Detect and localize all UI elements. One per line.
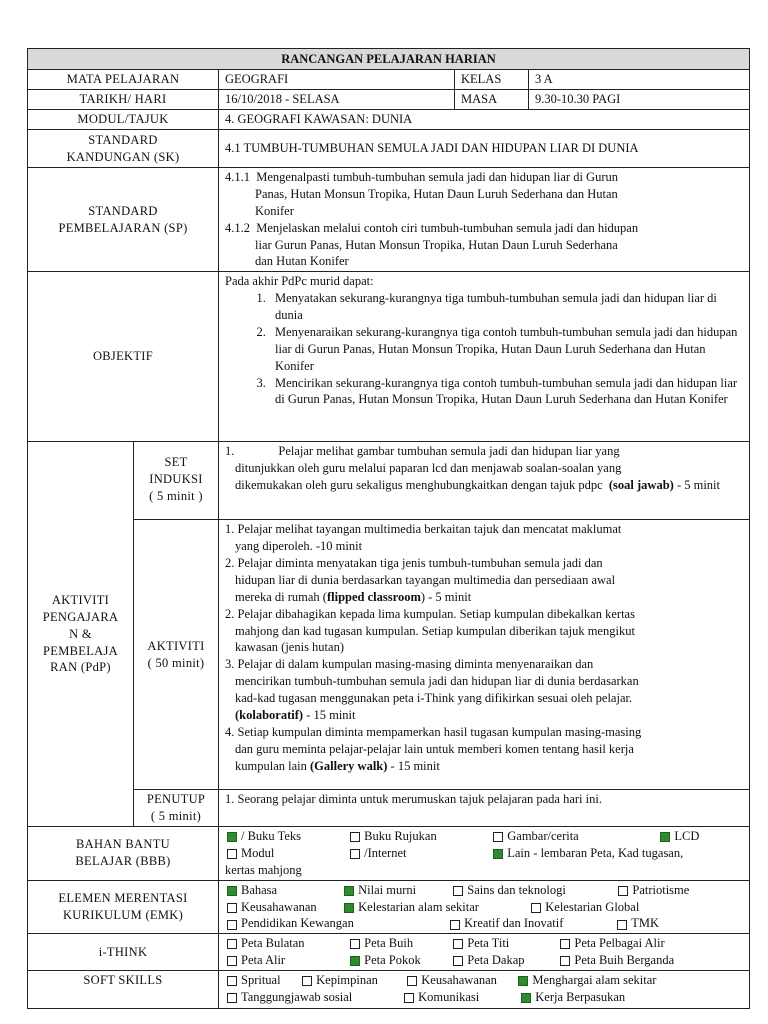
checkbox-keusahawanan-soft[interactable]: Keusahawanan — [405, 972, 509, 989]
tarikh-value: 16/10/2018 - SELASA — [219, 90, 455, 110]
sk-value: 4.1 TUMBUH-TUMBUHAN SEMULA JADI DAN HIDUPAN LIAR DI DUNIA — [219, 130, 750, 168]
checkbox-peta-bulatan[interactable]: Peta Bulatan — [225, 935, 331, 952]
kelas-value: 3 A — [529, 70, 750, 90]
checkbox-tanggungjawab[interactable]: Tanggungjawab sosial — [225, 989, 385, 1006]
checkbox-buku-teks[interactable]: / Buku Teks — [225, 828, 331, 845]
objektif-content: Pada akhir PdPc murid dapat: 1. Menyatakan sekurang-kurangnya tiga tumbuh-tumbuhan semula jadi dan hidupan liar di dunia 2. Menyenaraikan sekurang-kurangnya tiga contoh tumbuh-tumbuhan semula jadi dan hidupan liar di Gurun Panas, Hutan Monsun Tropika, Hutan Daun Luruh Sederhana dan Hutan Konifer 3. Mencirikan sekurang-kurangnya tiga contoh tumbuh-tumbuhan semula jadi dan hidupan liar di Gurun Panas, Hutan Monsun Tropika, Hutan Daun Luruh Sederhana dan Hutan Konifer — [219, 272, 750, 442]
checkbox-nilai-murni[interactable]: Nilai murni — [342, 882, 434, 899]
checkbox-tmk[interactable]: TMK — [615, 915, 659, 932]
checkbox-kepimpinan[interactable]: Kepimpinan — [300, 972, 398, 989]
aktiviti-sub-label: AKTIVITI ( 50 minit) — [134, 520, 219, 790]
objektif-label: OBJEKTIF — [28, 272, 219, 442]
checkbox-kelestarian-global[interactable]: Kelestarian Global — [529, 899, 639, 916]
bbb-options: / Buku Teks Buku Rujukan Gambar/cerita LCD Modul /Internet Lain - lembaran Peta, Kad tugasan, kertas mahjong — [219, 827, 750, 881]
mata-pelajaran-value: GEOGRAFI — [219, 70, 455, 90]
emk-options — [219, 880, 750, 934]
soft-skills-label: SOFT SKILLS — [28, 971, 219, 1009]
checkbox-peta-alir[interactable]: Peta Alir — [225, 952, 331, 969]
sp-label: STANDARD PEMBELAJARAN (SP) — [28, 168, 219, 272]
sp-item: 4.1.1 Mengenalpasti tumbuh-tumbuhan semula jadi dan hidupan liar di Gurun — [225, 170, 618, 184]
checkbox-patriotisme[interactable]: Patriotisme — [616, 882, 689, 899]
checkbox-buku-rujukan[interactable]: Buku Rujukan — [348, 828, 474, 845]
emk-label: ELEMEN MERENTASI KURIKULUM (EMK) — [28, 880, 219, 934]
checkbox-peta-dakap[interactable]: Peta Dakap — [451, 952, 541, 969]
page-title: RANCANGAN PELAJARAN HARIAN — [28, 49, 750, 70]
mata-pelajaran-label: MATA PELAJARAN — [28, 70, 219, 90]
sp-item: 4.1.2 Menjelaskan melalui contoh ciri tumbuh-tumbuhan semula jadi dan hidupan — [225, 220, 639, 235]
checkbox-bahasa[interactable]: Bahasa — [225, 882, 325, 899]
modul-value: 4. GEOGRAFI KAWASAN: DUNIA — [219, 110, 750, 130]
modul-label: MODUL/TAJUK — [28, 110, 219, 130]
lesson-plan-table — [27, 48, 750, 1009]
ithink-label: i-THINK — [28, 934, 219, 971]
bbb-label: BAHAN BANTU BELAJAR (BBB) — [28, 827, 219, 881]
checkbox-keusahawanan[interactable]: Keusahawanan — [225, 899, 325, 916]
checkbox-kerja-berpasukan[interactable]: Kerja Berpasukan — [519, 989, 625, 1006]
tarikh-label: TARIKH/ HARI — [28, 90, 219, 110]
checkbox-lain[interactable]: Lain - lembaran Peta, Kad tugasan, — [491, 845, 683, 862]
list-item: 2. Menyenaraikan sekurang-kurangnya tiga contoh tumbuh-tumbuhan semula jadi dan hidupan liar di Gurun Panas, Hutan Monsun Tropika, Hutan Daun Luruh Sederhana dan Hutan Konifer — [269, 324, 743, 375]
set-induksi-label: SET INDUKSI ( 5 minit ) — [134, 442, 219, 520]
checkbox-kewangan[interactable]: Pendidikan Kewangan — [225, 915, 431, 932]
ithink-options — [219, 934, 750, 971]
checkbox-peta-titi[interactable]: Peta Titi — [451, 935, 541, 952]
penutup-label: PENUTUP ( 5 minit) — [134, 790, 219, 827]
checkbox-kelestarian-alam[interactable]: Kelestarian alam sekitar — [342, 899, 512, 916]
checkbox-sains[interactable]: Sains dan teknologi — [451, 882, 599, 899]
list-item: 3. Mencirikan sekurang-kurangnya tiga contoh tumbuh-tumbuhan semula jadi dan hidupan liar di Gurun Panas, Hutan Monsun Tropika, Hutan Daun Luruh Sederhana dan Hutan Konifer — [269, 375, 743, 409]
checkbox-spritual[interactable]: Spritual — [225, 972, 291, 989]
checkbox-peta-buih-berganda[interactable]: Peta Buih Berganda — [558, 952, 674, 969]
kelas-label: KELAS — [455, 70, 529, 90]
checkbox-internet[interactable]: /Internet — [348, 845, 474, 862]
checkbox-peta-buih[interactable]: Peta Buih — [348, 935, 434, 952]
aktiviti-content: 1. Pelajar melihat tayangan multimedia berkaitan tajuk dan mencatat maklumat yang diperoleh. -10 minit 2. Pelajar diminta menyatakan tiga jenis tumbuh-tumbuhan semula jadi dan hidupan liar di dunia berdasarkan tayangan multimedia dan persediaan awal mereka di rumah (flipped classroom) - 5 minit 2. Pelajar dibahagikan kepada lima kumpulan. Setiap kumpulan dibekalkan kertas mahjong dan kad tugasan kumpulan. Setiap kumpulan diberikan tajuk mengikut kawasan (jenis hutan) 3. Pelajar di dalam kumpulan masing-masing diminta menyenaraikan dan mencirikan tumbuh-tumbuhan semula jadi dan hidupan liar di dunia berdasarkan kad-kad tugasan menggunakan peta i-Think yang difikirkan sesuai oleh pelajar. (kolaboratif) - 15 minit 4. Setiap kumpulan diminta mempamerkan hasil tugasan kumpulan masing-masing dan guru meminta pelajar-pelajar lain untuk memberi komen tentang hasil kerja kumpulan lain (Gallery walk) - 15 minit — [219, 520, 750, 790]
sk-label: STANDARD KANDUNGAN (SK) — [28, 130, 219, 168]
penutup-content: 1. Seorang pelajar diminta untuk merumuskan tajuk pelajaran pada hari ini. — [219, 790, 750, 827]
masa-label: MASA — [455, 90, 529, 110]
sp-content: 4.1.1 Mengenalpasti tumbuh-tumbuhan semula jadi dan hidupan liar di Gurun Panas, Hutan Monsun Tropika, Hutan Daun Luruh Sederhana dan Hutan Konifer 4.1.2 Menjelaskan melalui contoh ciri tumbuh-tumbuhan semula jadi dan hidupan liar Gurun Panas, Hutan Monsun Tropika, Hutan Daun Luruh Sederhana dan Hutan Konifer — [219, 168, 750, 272]
aktiviti-label: AKTIVITI PENGAJARA N & PEMBELAJA RAN (PdP) — [28, 442, 134, 827]
set-induksi-content: 1. Pelajar melihat gambar tumbuhan semula jadi dan hidupan liar yang ditunjukkan oleh guru melalui paparan lcd dan menjawab soalan-soalan yang dikemukakan oleh guru sekaligus menghubungkaitkan dengan tajuk pdpc (soal jawab) - 5 minit — [219, 442, 750, 520]
checkbox-modul[interactable]: Modul — [225, 845, 331, 862]
checkbox-menghargai[interactable]: Menghargai alam sekitar — [516, 972, 656, 989]
checkbox-kreatif[interactable]: Kreatif dan Inovatif — [448, 915, 598, 932]
checkbox-peta-pelbagai-alir[interactable]: Peta Pelbagai Alir — [558, 935, 664, 952]
checkbox-gambar[interactable]: Gambar/cerita — [491, 828, 641, 845]
checkbox-peta-pokok[interactable]: Peta Pokok — [348, 952, 434, 969]
checkbox-lcd[interactable]: LCD — [658, 828, 699, 845]
checkbox-komunikasi[interactable]: Komunikasi — [402, 989, 502, 1006]
list-item: 1. Menyatakan sekurang-kurangnya tiga tumbuh-tumbuhan semula jadi dan hidupan liar di dunia — [269, 290, 743, 324]
soft-skills-options — [219, 971, 750, 1009]
masa-value: 9.30-10.30 PAGI — [529, 90, 750, 110]
